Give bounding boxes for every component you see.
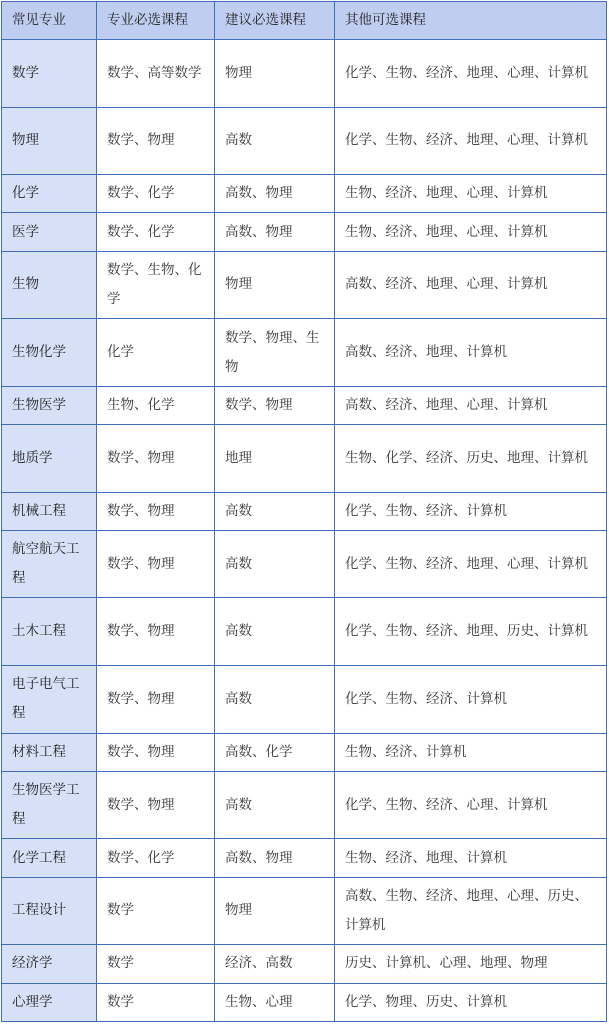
table-row xyxy=(2,107,607,175)
cell-optional: 化学、生物、经济、地理、心理、计算机 xyxy=(335,40,607,108)
cell-required: 数学、物理 xyxy=(97,733,215,771)
table-header-row xyxy=(2,2,607,40)
cell-major: 生物化学 xyxy=(2,319,97,387)
cell-required: 数学 xyxy=(97,983,215,1021)
table-row xyxy=(2,733,607,771)
cell-suggested: 高数 xyxy=(215,492,335,530)
table-row xyxy=(2,771,607,839)
cell-required: 数学、物理 xyxy=(97,771,215,839)
cell-required: 生物、化学 xyxy=(97,386,215,424)
cell-required: 数学、化学 xyxy=(97,213,215,251)
cell-required: 数学、生物、化学 xyxy=(97,251,215,319)
header-suggested: 建议必选课程 xyxy=(215,2,335,40)
cell-suggested: 高数、化学 xyxy=(215,733,335,771)
cell-major: 工程设计 xyxy=(2,877,97,945)
table-row xyxy=(2,213,607,251)
table-row xyxy=(2,530,607,598)
cell-major: 医学 xyxy=(2,213,97,251)
cell-optional: 化学、生物、经济、地理、心理、计算机 xyxy=(335,530,607,598)
table-row xyxy=(2,492,607,530)
header-optional: 其他可选课程 xyxy=(335,2,607,40)
cell-suggested: 数学、物理、生物 xyxy=(215,319,335,387)
cell-optional: 历史、计算机、心理、地理、物理 xyxy=(335,945,607,983)
cell-optional: 高数、经济、地理、心理、计算机 xyxy=(335,251,607,319)
cell-major: 生物医学工程 xyxy=(2,771,97,839)
cell-required: 数学、物理 xyxy=(97,530,215,598)
cell-suggested: 高数 xyxy=(215,530,335,598)
cell-suggested: 高数 xyxy=(215,107,335,175)
table-row xyxy=(2,877,607,945)
cell-suggested: 高数、物理 xyxy=(215,839,335,877)
course-table xyxy=(1,1,607,1022)
cell-major: 土木工程 xyxy=(2,598,97,666)
table-row xyxy=(2,945,607,983)
cell-required: 数学、物理 xyxy=(97,598,215,666)
cell-major: 地质学 xyxy=(2,425,97,493)
cell-major: 化学 xyxy=(2,175,97,213)
cell-major: 材料工程 xyxy=(2,733,97,771)
cell-major: 物理 xyxy=(2,107,97,175)
cell-required: 数学、物理 xyxy=(97,492,215,530)
cell-optional: 化学、生物、经济、心理、计算机 xyxy=(335,771,607,839)
table-row xyxy=(2,425,607,493)
header-required: 专业必选课程 xyxy=(97,2,215,40)
cell-optional: 高数、经济、地理、计算机 xyxy=(335,319,607,387)
cell-suggested: 数学、物理 xyxy=(215,386,335,424)
cell-optional: 化学、生物、经济、计算机 xyxy=(335,492,607,530)
cell-optional: 生物、经济、地理、心理、计算机 xyxy=(335,175,607,213)
cell-optional: 高数、经济、地理、心理、计算机 xyxy=(335,386,607,424)
table-row xyxy=(2,666,607,734)
cell-suggested: 生物、心理 xyxy=(215,983,335,1021)
cell-required: 化学 xyxy=(97,319,215,387)
cell-major: 化学工程 xyxy=(2,839,97,877)
cell-required: 数学、化学 xyxy=(97,175,215,213)
table-row xyxy=(2,983,607,1021)
cell-major: 经济学 xyxy=(2,945,97,983)
cell-suggested: 物理 xyxy=(215,40,335,108)
header-major: 常见专业 xyxy=(2,2,97,40)
table-row xyxy=(2,598,607,666)
table-row xyxy=(2,386,607,424)
cell-major: 航空航天工程 xyxy=(2,530,97,598)
cell-major: 机械工程 xyxy=(2,492,97,530)
cell-optional: 高数、生物、经济、地理、心理、历史、计算机 xyxy=(335,877,607,945)
cell-suggested: 高数、物理 xyxy=(215,213,335,251)
cell-major: 电子电气工程 xyxy=(2,666,97,734)
cell-suggested: 高数 xyxy=(215,598,335,666)
cell-major: 生物医学 xyxy=(2,386,97,424)
cell-optional: 生物、经济、地理、心理、计算机 xyxy=(335,213,607,251)
cell-required: 数学、高等数学 xyxy=(97,40,215,108)
cell-optional: 化学、生物、经济、地理、历史、计算机 xyxy=(335,598,607,666)
cell-suggested: 地理 xyxy=(215,425,335,493)
cell-major: 生物 xyxy=(2,251,97,319)
cell-major: 数学 xyxy=(2,40,97,108)
table-row xyxy=(2,319,607,387)
cell-required: 数学、物理 xyxy=(97,425,215,493)
cell-required: 数学、物理 xyxy=(97,666,215,734)
cell-major: 心理学 xyxy=(2,983,97,1021)
table-row xyxy=(2,175,607,213)
cell-suggested: 物理 xyxy=(215,251,335,319)
cell-optional: 生物、经济、地理、计算机 xyxy=(335,839,607,877)
cell-required: 数学、物理 xyxy=(97,107,215,175)
cell-suggested: 高数 xyxy=(215,771,335,839)
table-row xyxy=(2,839,607,877)
cell-optional: 生物、经济、计算机 xyxy=(335,733,607,771)
cell-optional: 化学、生物、经济、地理、心理、计算机 xyxy=(335,107,607,175)
cell-suggested: 高数、物理 xyxy=(215,175,335,213)
cell-suggested: 高数 xyxy=(215,666,335,734)
cell-required: 数学 xyxy=(97,877,215,945)
table-row xyxy=(2,251,607,319)
cell-suggested: 物理 xyxy=(215,877,335,945)
cell-optional: 生物、化学、经济、历史、地理、计算机 xyxy=(335,425,607,493)
cell-optional: 化学、生物、经济、计算机 xyxy=(335,666,607,734)
cell-suggested: 经济、高数 xyxy=(215,945,335,983)
cell-optional: 化学、物理、历史、计算机 xyxy=(335,983,607,1021)
cell-required: 数学、化学 xyxy=(97,839,215,877)
table-row xyxy=(2,40,607,108)
cell-required: 数学 xyxy=(97,945,215,983)
